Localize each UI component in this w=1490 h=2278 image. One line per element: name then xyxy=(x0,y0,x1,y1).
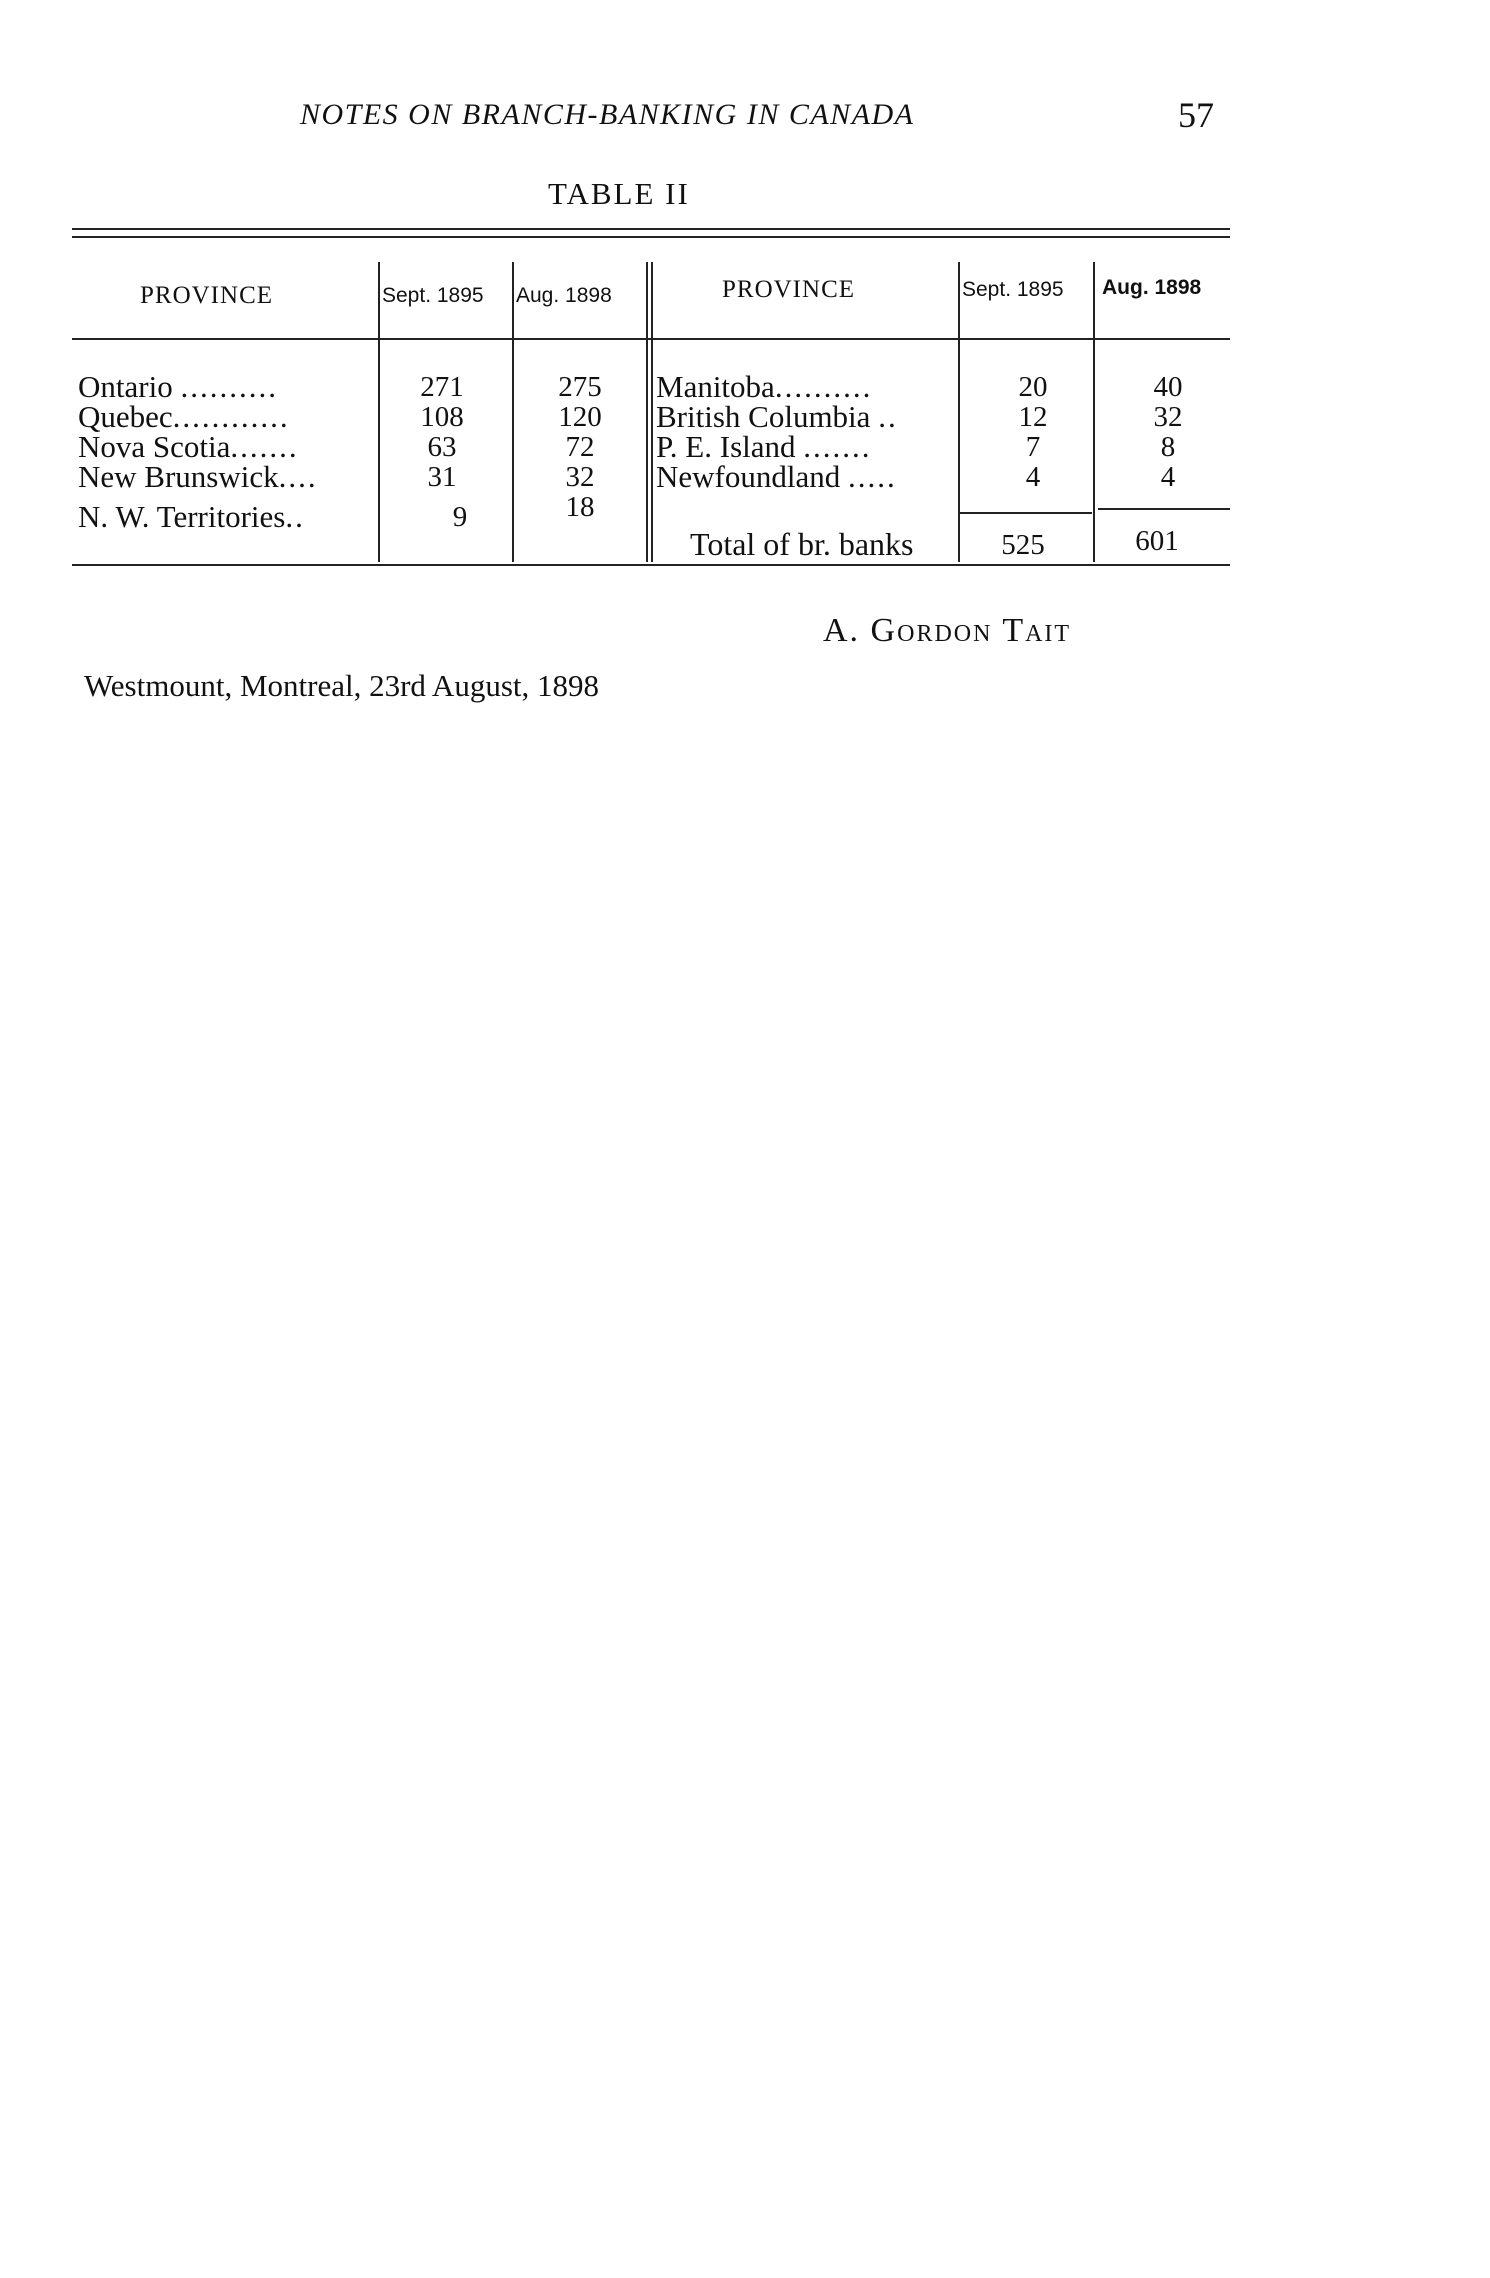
value-aug-1898: 4 xyxy=(1160,461,1176,493)
header-aug-1898-right: Aug. 1898 xyxy=(1102,276,1202,299)
value-aug-1898: 32 xyxy=(565,461,595,493)
province-name: Quebec............ xyxy=(78,399,290,434)
column-divider xyxy=(958,262,960,562)
total-sept-1895: 525 xyxy=(1001,529,1045,561)
province-name: P. E. Island ....... xyxy=(656,429,872,464)
value-sept-1895: 20 xyxy=(1018,371,1048,403)
running-head: NOTES ON BRANCH-BANKING IN CANADA xyxy=(300,98,915,131)
table-title: TABLE II xyxy=(548,176,690,211)
total-rule xyxy=(960,512,1092,514)
province-name: N. W. Territories.. xyxy=(78,499,305,534)
province-name: Ontario .......... xyxy=(78,369,278,404)
place-and-date: Westmount, Montreal, 23rd August, 1898 xyxy=(84,668,599,703)
column-divider xyxy=(651,262,653,562)
value-aug-1898: 8 xyxy=(1160,431,1176,463)
value-sept-1895: 4 xyxy=(1025,461,1041,493)
column-divider xyxy=(1093,262,1095,562)
value-aug-1898: 18 xyxy=(565,491,595,523)
header-aug-1898-left: Aug. 1898 xyxy=(516,284,612,307)
province-name: Manitoba.......... xyxy=(656,369,873,404)
header-rule xyxy=(72,338,1230,340)
province-name: New Brunswick.... xyxy=(78,459,318,494)
column-divider xyxy=(378,262,380,562)
page-number: 57 xyxy=(1178,95,1214,135)
total-aug-1898: 601 xyxy=(1135,525,1179,557)
author-signature: A. Gordon Tait xyxy=(823,612,1072,649)
value-sept-1895: 12 xyxy=(1018,401,1048,433)
column-divider xyxy=(512,262,514,562)
value-sept-1895: 31 xyxy=(427,461,457,493)
province-name: Nova Scotia....... xyxy=(78,429,299,464)
value-aug-1898: 72 xyxy=(565,431,595,463)
value-sept-1895: 7 xyxy=(1025,431,1041,463)
value-aug-1898: 32 xyxy=(1153,401,1183,433)
table-top-rule xyxy=(72,228,1230,230)
total-rule xyxy=(1098,508,1230,510)
value-aug-1898: 120 xyxy=(558,401,602,433)
header-province-right: PROVINCE xyxy=(722,276,856,303)
value-aug-1898: 40 xyxy=(1153,371,1183,403)
table-top-rule-second xyxy=(72,236,1230,238)
header-sept-1895-left: Sept. 1895 xyxy=(382,284,484,307)
value-sept-1895: 63 xyxy=(427,431,457,463)
column-divider xyxy=(646,262,648,562)
value-aug-1898: 275 xyxy=(558,371,602,403)
value-sept-1895: 108 xyxy=(420,401,464,433)
table-bottom-rule xyxy=(72,564,1230,566)
province-name: British Columbia .. xyxy=(656,399,898,434)
province-name: Newfoundland ..... xyxy=(656,459,897,494)
total-label: Total of br. banks xyxy=(690,526,914,562)
value-sept-1895: 9 xyxy=(452,501,468,533)
header-province-left: PROVINCE xyxy=(140,282,274,309)
header-sept-1895-right: Sept. 1895 xyxy=(962,278,1064,301)
value-sept-1895: 271 xyxy=(420,371,464,403)
